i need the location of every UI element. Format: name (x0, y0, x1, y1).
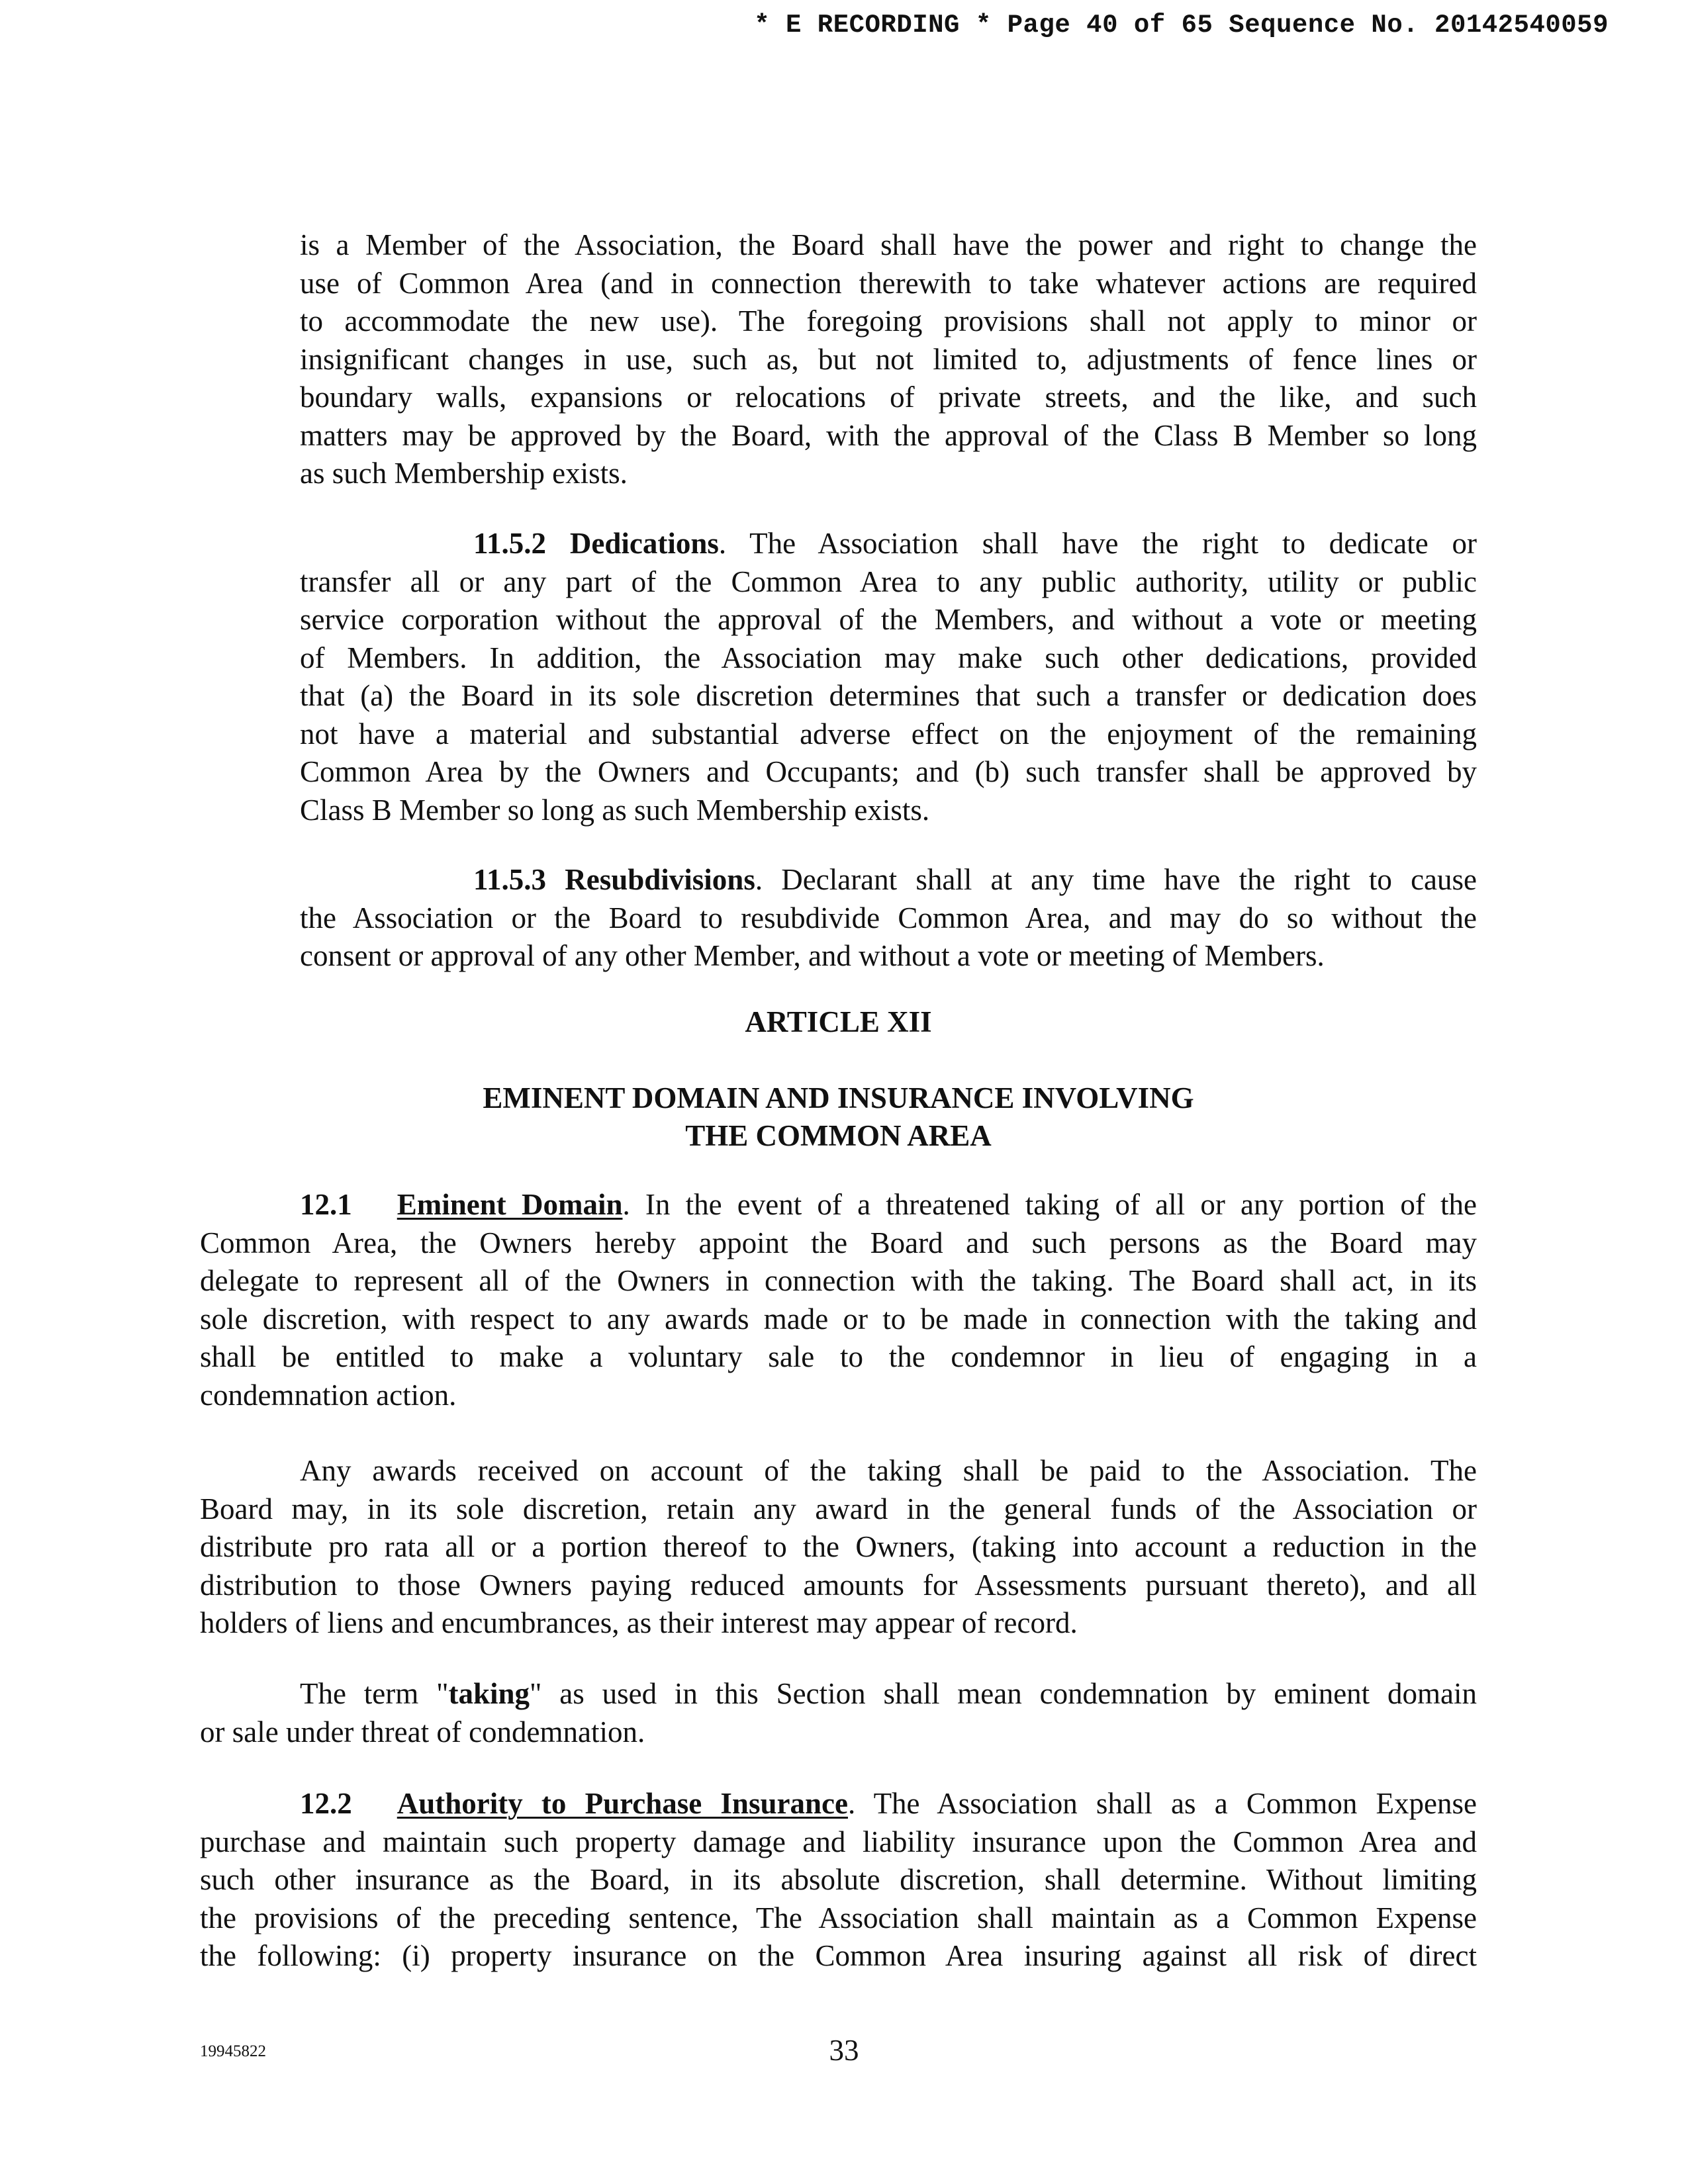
recording-header: * E RECORDING * Page 40 of 65 Sequence No. 20142540059 (754, 11, 1609, 40)
text-line: matters may be approved by the Board, with the approval of the Class B Member so long (300, 418, 1477, 452)
text-line: delegate to represent all of the Owners in connection with the taking. The Board shall act, in its (200, 1264, 1477, 1297)
text-line (200, 1675, 1477, 1713)
text-line: such other insurance as the Board, in its absolute discretion, shall determine. Without limiting (200, 1863, 1477, 1896)
text-line: boundary walls, expansions or relocations of private streets, and the like, and such (300, 381, 1477, 414)
text-line: to accommodate the new use). The foregoing provisions shall not apply to minor or (300, 304, 1477, 338)
page-number: 33 (829, 2034, 859, 2067)
text-line: Common Area, the Owners hereby appoint the Board and such persons as the Board may (200, 1226, 1477, 1259)
text-line: is a Member of the Association, the Board shall have the power and right to change the (300, 228, 1477, 261)
section-number: 11.5.2 (473, 527, 547, 560)
section-number: 12.2 (300, 1787, 352, 1820)
section-first-line (200, 1186, 1477, 1224)
text-line: Common Area by the Owners and Occupants; and (b) such transfer shall be approved by (300, 755, 1477, 788)
text-line: shall be entitled to make a voluntary sale to the condemnor in lieu of engaging in a (200, 1340, 1477, 1373)
text-line: consent or approval of any other Member, and without a vote or meeting of Members. (300, 939, 1325, 972)
section-text: . In the event of a threatened taking of all or any portion of the (622, 1188, 1477, 1221)
section-number: 12.1 (300, 1188, 352, 1221)
text-line: the provisions of the preceding sentence, The Association shall maintain as a Common Expense (200, 1901, 1477, 1934)
taking-definition (200, 1675, 1477, 1751)
paragraph-continuation (300, 226, 1477, 493)
article-label: ARTICLE XII (745, 1005, 932, 1038)
section-11-5-3 (300, 861, 1477, 976)
section-text: . The Association shall have the right to dedicate or (718, 527, 1477, 560)
section-first-line (300, 861, 1477, 899)
awards-first-line: Any awards received on account of the taking shall be paid to the Association. The (300, 1454, 1477, 1487)
section-first-line (300, 525, 1477, 563)
text-line: the following: (i) property insurance on the Common Area insuring against all risk of direct (200, 1939, 1477, 1972)
taking-term: taking (448, 1677, 530, 1710)
section-text: . Declarant shall at any time have the right to cause (755, 863, 1477, 896)
text-line: as such Membership exists. (300, 457, 628, 490)
text-line: holders of liens and encumbrances, as their interest may appear of record. (200, 1606, 1078, 1639)
article-title-line-2: THE COMMON AREA (685, 1119, 992, 1152)
section-text: . The Association shall as a Common Expense (847, 1787, 1477, 1820)
text-line: insignificant changes in use, such as, but not limited to, adjustments of fence lines or (300, 342, 1477, 376)
document-id: 19945822 (200, 2042, 266, 2060)
section-number: 11.5.3 (473, 863, 547, 896)
taking-before: The term " (300, 1677, 449, 1710)
section-12-1 (200, 1186, 1477, 1414)
text-line: distribute pro rata all or a portion thereof to the Owners, (taking into account a reduction in the (200, 1530, 1477, 1563)
section-title: Authority to Purchase Insurance (397, 1787, 848, 1820)
text-line: distribution to those Owners paying reduced amounts for Assessments pursuant thereto), and all (200, 1568, 1477, 1602)
text-line: Board may, in its sole discretion, retain any award in the general funds of the Association or (200, 1492, 1477, 1525)
text-line: transfer all or any part of the Common Area to any public authority, utility or public (300, 565, 1477, 598)
section-first-line (200, 1785, 1477, 1823)
text-line: Class B Member so long as such Membership exists. (300, 793, 930, 827)
article-title-line-1: EMINENT DOMAIN AND INSURANCE INVOLVING (483, 1081, 1194, 1115)
awards-paragraph (200, 1452, 1477, 1643)
text-line: service corporation without the approval of the Members, and without a vote or meeting (300, 603, 1477, 636)
text-line: the Association or the Board to resubdivide Common Area, and may do so without the (300, 901, 1477, 934)
text-line (200, 1452, 1477, 1490)
text-line: of Members. In addition, the Association may make such other dedications, provided (300, 641, 1477, 674)
text-line: not have a material and substantial adverse effect on the enjoyment of the remaining (300, 717, 1477, 751)
text-line: or sale under threat of condemnation. (200, 1715, 645, 1749)
text-line: use of Common Area (and in connection therewith to take whatever actions are required (300, 266, 1477, 300)
section-12-2 (200, 1785, 1477, 1976)
section-title: Eminent Domain (397, 1188, 623, 1221)
text-line: that (a) the Board in its sole discretion determines that such a transfer or dedication does (300, 679, 1477, 712)
taking-after: " as used in this Section shall mean condemnation by eminent domain (530, 1677, 1477, 1710)
section-11-5-2 (300, 525, 1477, 829)
text-line: purchase and maintain such property damage and liability insurance upon the Common Area and (200, 1825, 1477, 1858)
text-line: condemnation action. (200, 1378, 457, 1412)
section-title: Resubdivisions (565, 863, 755, 896)
text-line: sole discretion, with respect to any awards made or to be made in connection with the taking and (200, 1302, 1477, 1336)
section-title: Dedications (569, 527, 719, 560)
